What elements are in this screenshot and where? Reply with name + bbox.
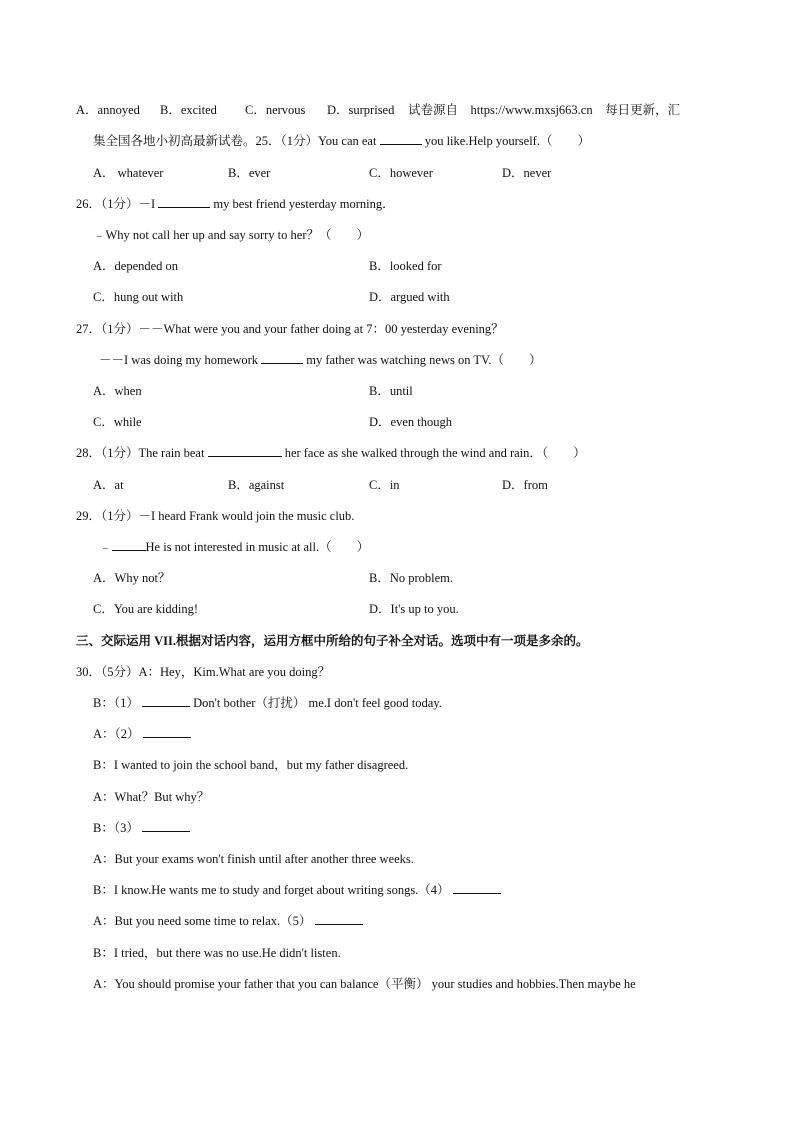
- q30-b7-pre: B：I know.He wants me to study and forget about writing songs.（4）: [93, 883, 450, 897]
- q27-line2: [99, 352, 542, 368]
- q25-stem: [93, 133, 590, 149]
- q30-line-a10: A：You should promise your father that you can balance（平衡） your studies and hobbies.Then maybe he: [93, 977, 636, 991]
- q29-option-b: B．No problem.: [369, 571, 454, 585]
- answer-blank: [453, 882, 501, 894]
- q24-option-a: A．annoyed: [76, 103, 140, 117]
- q24-option-b: B．excited: [160, 103, 217, 117]
- q24-option-c: C．nervous: [245, 103, 306, 117]
- q28-stem-pre: 28．（1分）The rain beat: [76, 446, 205, 460]
- q27-option-a: A．when: [93, 384, 142, 398]
- answer-blank: [142, 695, 190, 707]
- q27-option-b: B．until: [369, 384, 413, 398]
- q27-stem: 27．（1分）－－What were you and your father doing at 7：00 yesterday evening？: [76, 322, 504, 336]
- q24-option-d: D．surprised: [327, 103, 395, 117]
- q30-line-a2: [93, 726, 191, 742]
- q29-option-c: C．You are kidding!: [93, 602, 198, 616]
- q30-stem: 30．（5分）A：Hey，Kim.What are you doing？: [76, 665, 331, 679]
- q26-option-d: D．argued with: [369, 290, 450, 304]
- q29-stem: 29．（1分）－I heard Frank would join the music club.: [76, 509, 355, 523]
- q25-option-a: A． whatever: [93, 166, 164, 180]
- answer-blank: [315, 913, 363, 925]
- q30-line-b3: B：I wanted to join the school band，but my father disagreed.: [93, 758, 409, 772]
- q25-option-b: B．ever: [228, 166, 271, 180]
- answer-blank: [143, 726, 191, 738]
- q25-stem-rest: you like.Help yourself.（ ）: [424, 134, 590, 148]
- q30-a2-pre: A：（2）: [93, 727, 140, 741]
- q30-line-a6: A：But your exams won't finish until after another three weeks.: [93, 852, 414, 866]
- q26-option-b: B．looked for: [369, 259, 442, 273]
- section-heading: 三、交际运用 VII.根据对话内容，运用方框中所给的句子补全对话。选项中有一项是多余的。: [76, 634, 589, 648]
- q26-line2: ﹣Why not call her up and say sorry to her？（ ）: [93, 228, 369, 242]
- q29-option-a: A．Why not？: [93, 571, 171, 585]
- q30-line-b1: [93, 695, 442, 711]
- q28-stem-post: her face as she walked through the wind and rain．（ ）: [284, 446, 586, 460]
- q26-option-a: A．depended on: [93, 259, 179, 273]
- q28-option-a: A．at: [93, 478, 124, 492]
- watermark-ad: 试卷源自 https://www.mxsj663.cn 每日更新，汇: [408, 103, 681, 117]
- q27-option-d: D．even though: [369, 415, 452, 429]
- q30-b1-pre: B：（1）: [93, 696, 139, 710]
- q30-b1-post: Don't bother（打扰） me.I don't feel good today.: [193, 696, 442, 710]
- q27-line2-pre: －－I was doing my homework: [99, 353, 259, 367]
- q30-line-b7: [93, 882, 501, 898]
- answer-blank: [158, 196, 210, 208]
- q30-line-a4: A：What？But why？: [93, 790, 210, 804]
- q28-option-d: D．from: [502, 478, 548, 492]
- q27-line2-post: my father was watching news on TV.（ ）: [306, 353, 542, 367]
- q30-line-a8: [93, 913, 363, 929]
- q25-option-c: C．however: [369, 166, 433, 180]
- q30-b5-pre: B：（3）: [93, 821, 139, 835]
- q28-stem: [76, 445, 586, 461]
- answer-blank: [142, 820, 190, 832]
- q29-line2: [99, 539, 369, 555]
- answer-blank: [112, 539, 146, 551]
- q30-line-b5: [93, 820, 190, 836]
- q25-option-d: D．never: [502, 166, 552, 180]
- q25-stem-lead: 集全国各地小初高最新试卷。25．（1分）You can eat: [93, 134, 377, 148]
- q27-option-c: C．while: [93, 415, 142, 429]
- q28-option-b: B．against: [228, 478, 285, 492]
- q29-line2-pre: ﹣: [99, 540, 112, 554]
- q29-option-d: D．It's up to you.: [369, 602, 459, 616]
- q30-line-b9: B：I tried，but there was no use.He didn't listen.: [93, 946, 341, 960]
- q26-stem: [76, 196, 395, 212]
- answer-blank: [380, 133, 422, 145]
- q26-option-c: C．hung out with: [93, 290, 184, 304]
- q26-stem-pre: 26．（1分）－I: [76, 197, 156, 211]
- q26-stem-post: my best friend yesterday morning．: [213, 197, 395, 211]
- q29-line2-post: He is not interested in music at all.（ ）: [145, 540, 370, 554]
- answer-blank: [208, 445, 282, 457]
- q30-a8-pre: A：But you need some time to relax.（5）: [93, 914, 312, 928]
- q28-option-c: C．in: [369, 478, 400, 492]
- answer-blank: [261, 352, 303, 364]
